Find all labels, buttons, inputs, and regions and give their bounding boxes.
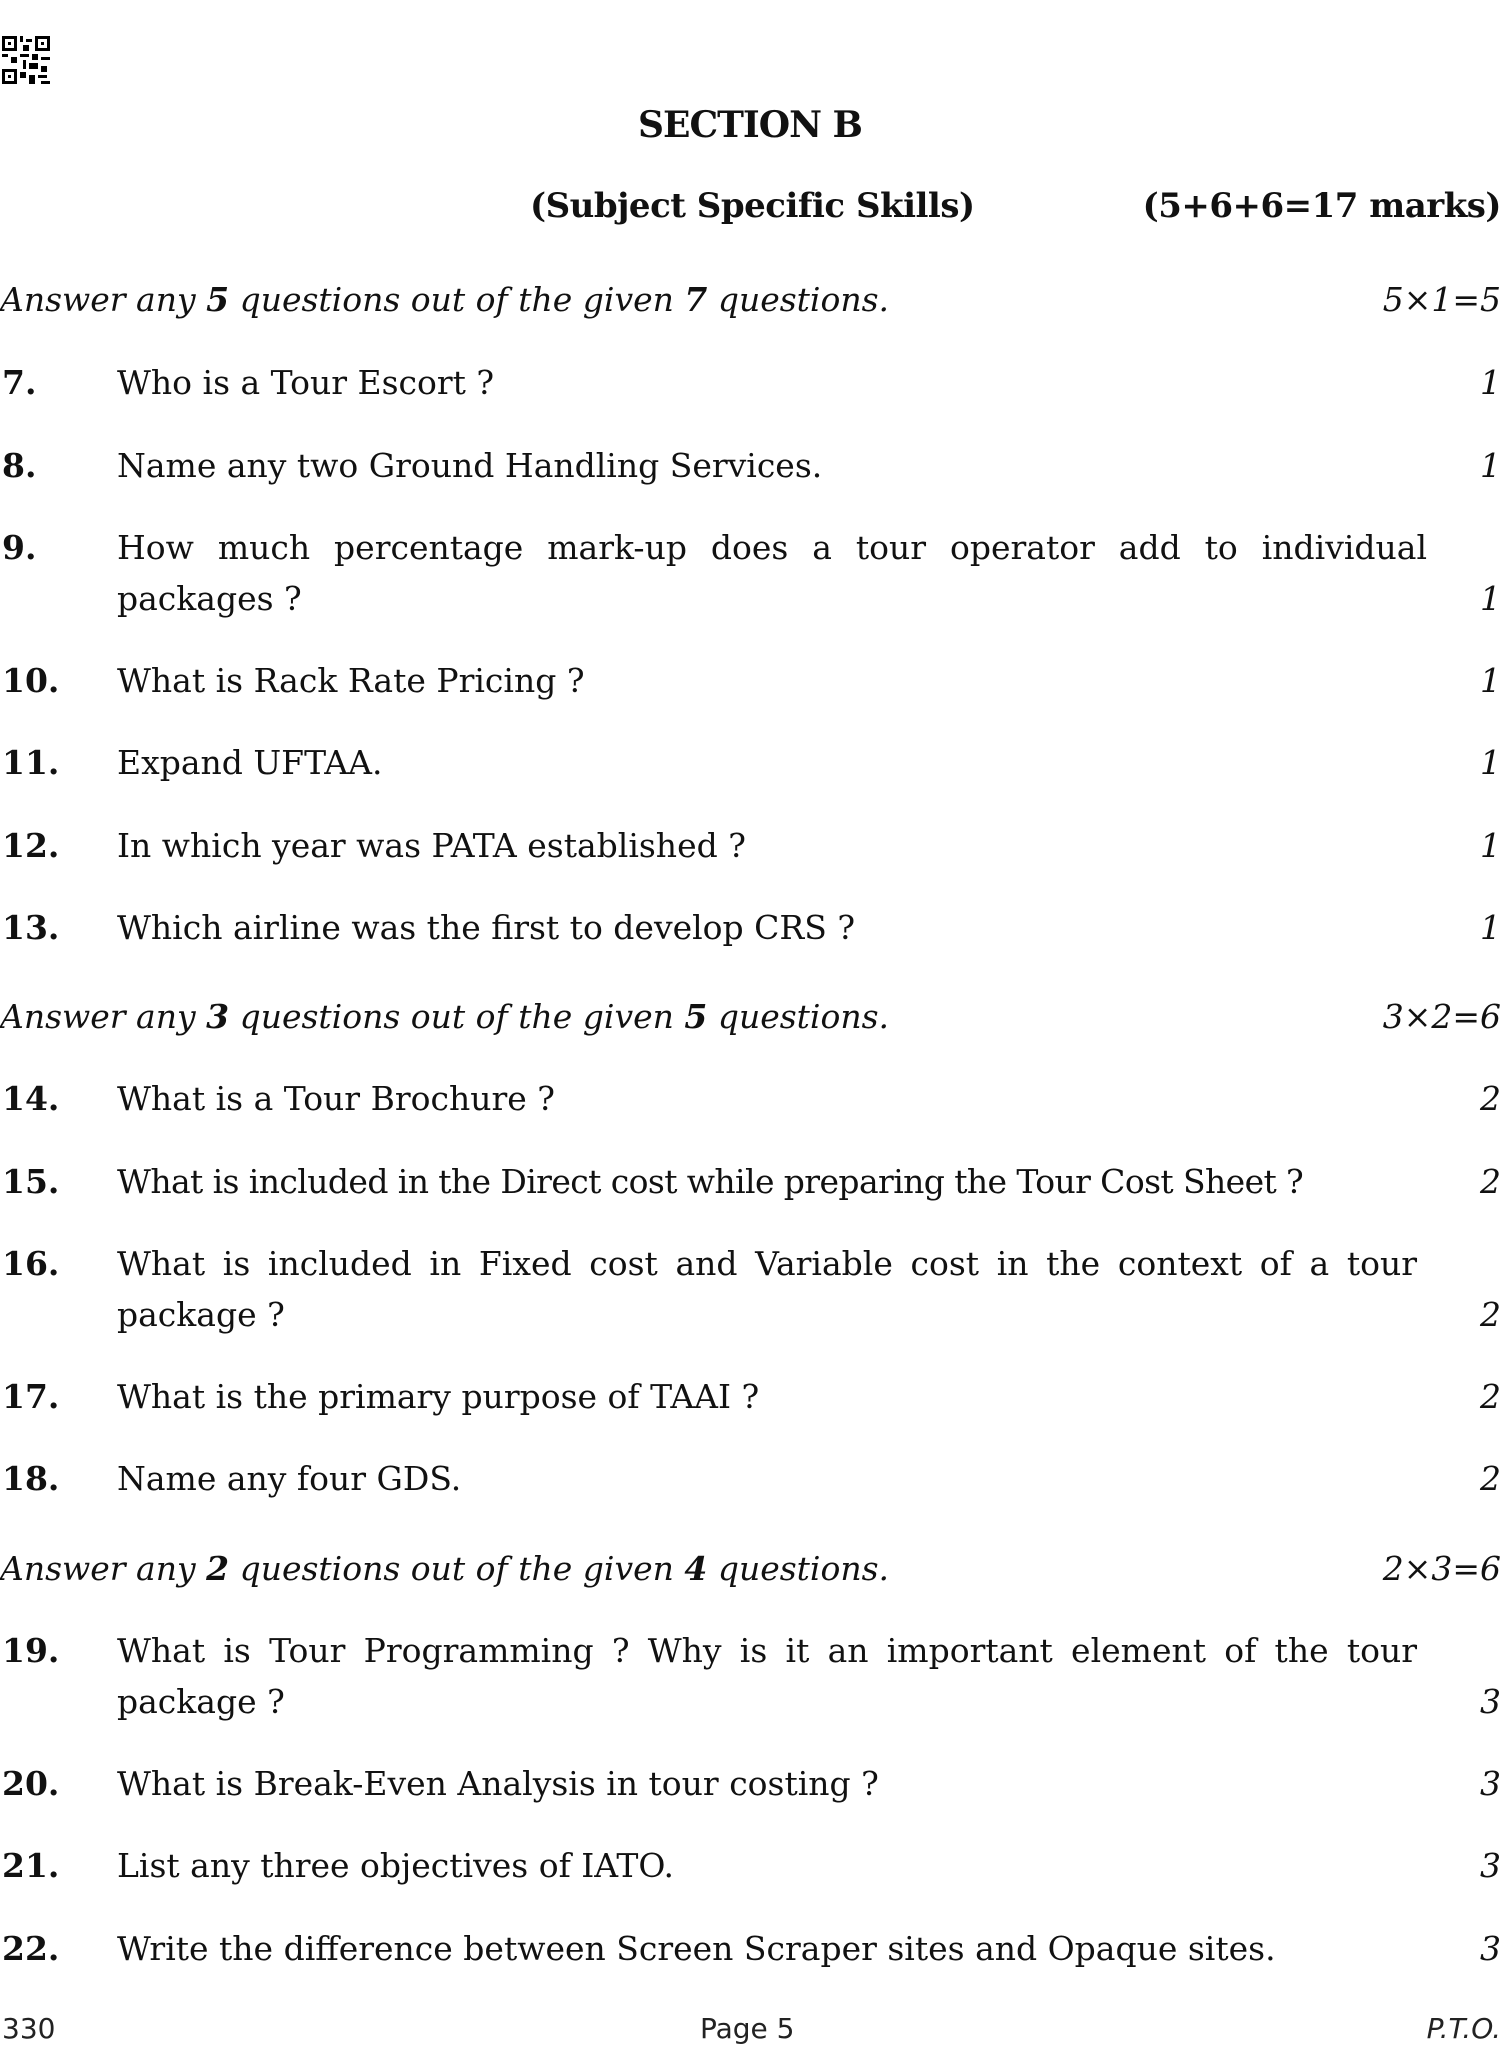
question-marks: 3 [1480, 1764, 1501, 1803]
answer-count: 2 [206, 1549, 230, 1588]
question-number: 12. [2, 826, 60, 865]
question-number: 10. [2, 661, 60, 700]
instruction-text: Answer any [0, 997, 207, 1036]
question-marks: 3 [1480, 1846, 1501, 1885]
group-instruction [0, 1543, 1505, 1594]
question-text: What is a Tour Brochure ? [117, 1079, 555, 1118]
question-marks: 1 [1480, 661, 1501, 700]
total-count: 7 [684, 280, 708, 319]
question-number: 14. [2, 1079, 60, 1118]
page-number: Page 5 [700, 2012, 795, 2045]
question-number: 20. [2, 1764, 60, 1803]
question-text: Name any four GDS. [117, 1459, 462, 1498]
question-marks: 3 [1480, 1682, 1501, 1721]
question-text: How much percentage mark-up does a tour operator add to individual packages ? [117, 528, 1427, 618]
question-marks: 1 [1480, 579, 1501, 618]
question-marks: 3 [1480, 1929, 1501, 1968]
instruction-text: Answer any [0, 280, 207, 319]
page-footer [0, 2012, 1505, 2052]
total-count: 5 [684, 997, 708, 1036]
question-number: 15. [2, 1162, 60, 1201]
question-number: 17. [2, 1377, 60, 1416]
total-count: 4 [684, 1549, 708, 1588]
please-turn-over: P.T.O. [1426, 2012, 1501, 2045]
question-text: Name any two Ground Handling Services. [117, 446, 823, 485]
question-text: What is included in the Direct cost while preparing the Tour Cost Sheet ? [117, 1162, 1304, 1201]
qr-code-icon [2, 36, 50, 84]
instruction-text: questions. [707, 280, 890, 319]
question-number: 22. [2, 1929, 60, 1968]
instruction-text: questions out of the given [229, 1549, 685, 1588]
question-text: List any three objectives of IATO. [117, 1846, 674, 1885]
question-marks: 2 [1480, 1162, 1501, 1201]
question-text: Write the difference between Screen Scraper sites and Opaque sites. [117, 1929, 1276, 1968]
question-number: 9. [2, 528, 37, 567]
question-number: 16. [2, 1244, 60, 1283]
answer-count: 3 [206, 997, 230, 1036]
answer-count: 5 [206, 280, 230, 319]
question-text: What is Break-Even Analysis in tour costing ? [117, 1764, 879, 1803]
instruction-text: questions. [707, 1549, 890, 1588]
section-subtitle: (Subject Specific Skills) [530, 186, 975, 226]
paper-code: 330 [2, 2012, 56, 2045]
question-text: What is included in Fixed cost and Variable cost in the context of a tour package ? [117, 1244, 1417, 1334]
question-number: 19. [2, 1631, 60, 1670]
question-number: 8. [2, 446, 37, 485]
question-text: Expand UFTAA. [117, 743, 383, 782]
group-marks: 3×2=6 [1382, 997, 1501, 1036]
question-number: 11. [2, 743, 60, 782]
question-text: What is Tour Programming ? Why is it an important element of the tour package ? [117, 1631, 1417, 1721]
question-marks: 1 [1480, 743, 1501, 782]
section-subtitle-row [0, 186, 1505, 230]
question-marks: 1 [1480, 363, 1501, 402]
question-marks: 2 [1480, 1295, 1501, 1334]
instruction-text: questions. [707, 997, 890, 1036]
group-marks: 2×3=6 [1382, 1549, 1501, 1588]
question-text: What is Rack Rate Pricing ? [117, 661, 585, 700]
question-text: In which year was PATA established ? [117, 826, 746, 865]
question-marks: 2 [1480, 1079, 1501, 1118]
question-marks: 2 [1480, 1377, 1501, 1416]
question-number: 21. [2, 1846, 60, 1885]
question-marks: 2 [1480, 1459, 1501, 1498]
question-marks: 1 [1480, 908, 1501, 947]
question-number: 7. [2, 363, 37, 402]
question-text: Who is a Tour Escort ? [117, 363, 495, 402]
instruction-text: Answer any [0, 1549, 207, 1588]
instruction-text: questions out of the given [229, 997, 685, 1036]
group-instruction [0, 274, 1505, 325]
question-number: 18. [2, 1459, 60, 1498]
question-text: Which airline was the first to develop CRS ? [117, 908, 856, 947]
question-text: What is the primary purpose of TAAI ? [117, 1377, 760, 1416]
group-marks: 5×1=5 [1382, 280, 1501, 319]
section-title: SECTION B [638, 104, 862, 146]
question-marks: 1 [1480, 826, 1501, 865]
question-marks: 1 [1480, 446, 1501, 485]
instruction-text: questions out of the given [229, 280, 685, 319]
group-instruction [0, 991, 1505, 1042]
question-number: 13. [2, 908, 60, 947]
section-total-marks: (5+6+6=17 marks) [1142, 186, 1501, 226]
